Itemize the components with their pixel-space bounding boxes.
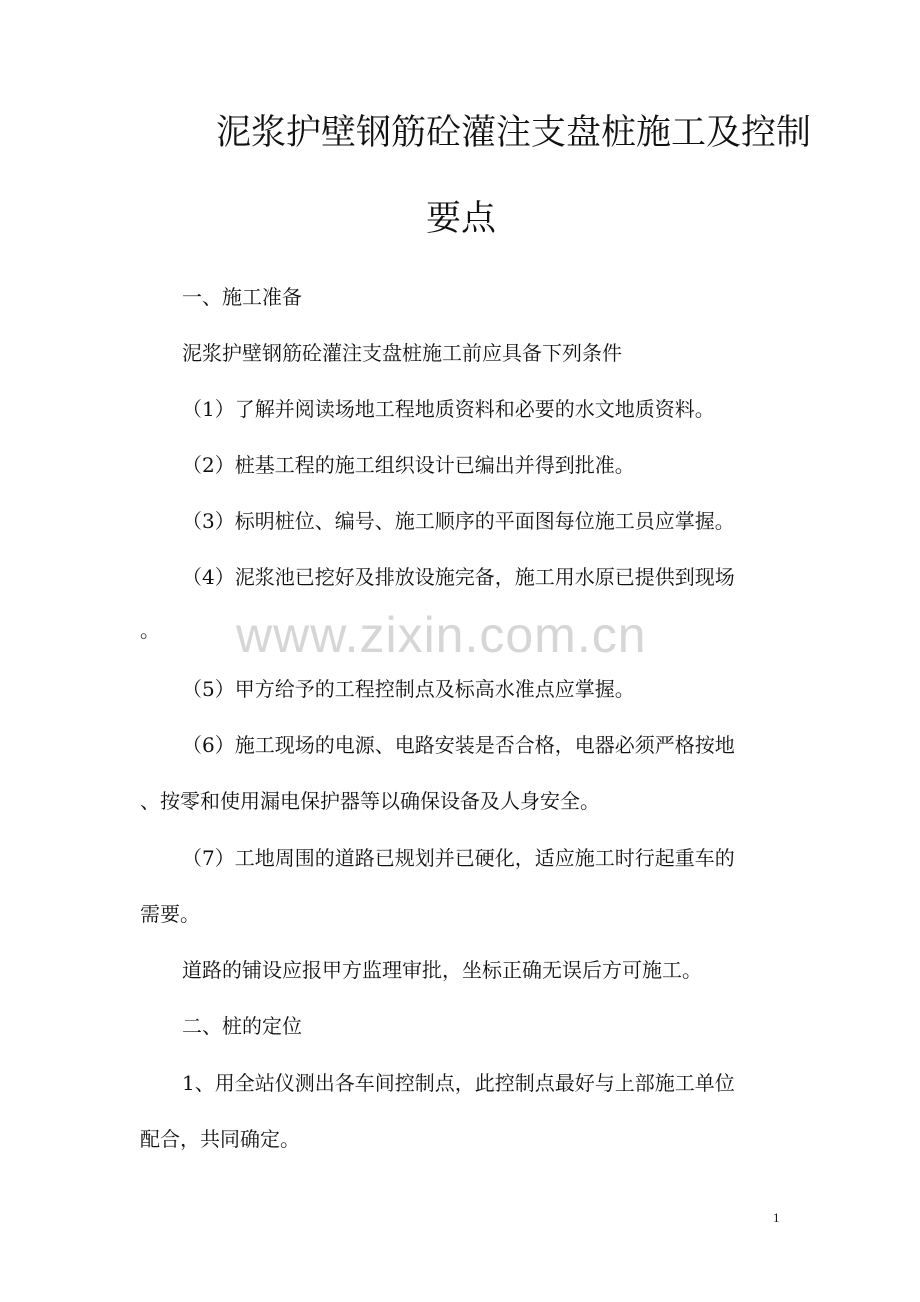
watermark: www.zixin.com.cn — [236, 607, 647, 663]
page-number: 1 — [773, 1210, 780, 1225]
paragraph-item-1: （1）了解并阅读场地工程地质资料和必要的水文地质资料。 — [182, 397, 715, 421]
paragraph-positioning-1: 1、用全站仪测出各车间控制点，此控制点最好与上部施工单位 — [182, 1071, 735, 1095]
paragraph-road-note: 道路的铺设应报甲方监理审批，坐标正确无误后方可施工。 — [182, 958, 702, 982]
paragraph-item-7: （7）工地周围的道路已规划并已硬化，适应施工时行起重车的 — [182, 846, 735, 870]
section-heading-preparation: 一、施工准备 — [182, 285, 302, 309]
section-heading-pile-positioning: 二、桩的定位 — [182, 1014, 302, 1038]
paragraph-item-6-continuation: 、按零和使用漏电保护器等以确保设备及人身安全。 — [140, 789, 600, 813]
document-title-line-2: 要点 — [426, 199, 497, 239]
paragraph-item-6: （6）施工现场的电源、电路安装是否合格，电器必须严格按地 — [182, 733, 735, 757]
paragraph-positioning-1-continuation: 配合，共同确定。 — [140, 1127, 300, 1151]
paragraph-item-4: （4）泥浆池已挖好及排放设施完备，施工用水原已提供到现场 — [182, 565, 735, 589]
paragraph-intro: 泥浆护壁钢筋砼灌注支盘桩施工前应具备下列条件 — [182, 341, 622, 365]
paragraph-item-3: （3）标明桩位、编号、施工顺序的平面图每位施工员应掌握。 — [182, 509, 735, 533]
paragraph-item-4-continuation: 。 — [140, 618, 160, 642]
paragraph-item-5: （5）甲方给予的工程控制点及标高水准点应掌握。 — [182, 677, 635, 701]
paragraph-item-7-continuation: 需要。 — [140, 902, 200, 926]
document-title-line-1: 泥浆护壁钢筋砼灌注支盘桩施工及控制 — [216, 113, 812, 153]
paragraph-item-2: （2）桩基工程的施工组织设计已编出并得到批准。 — [182, 453, 635, 477]
